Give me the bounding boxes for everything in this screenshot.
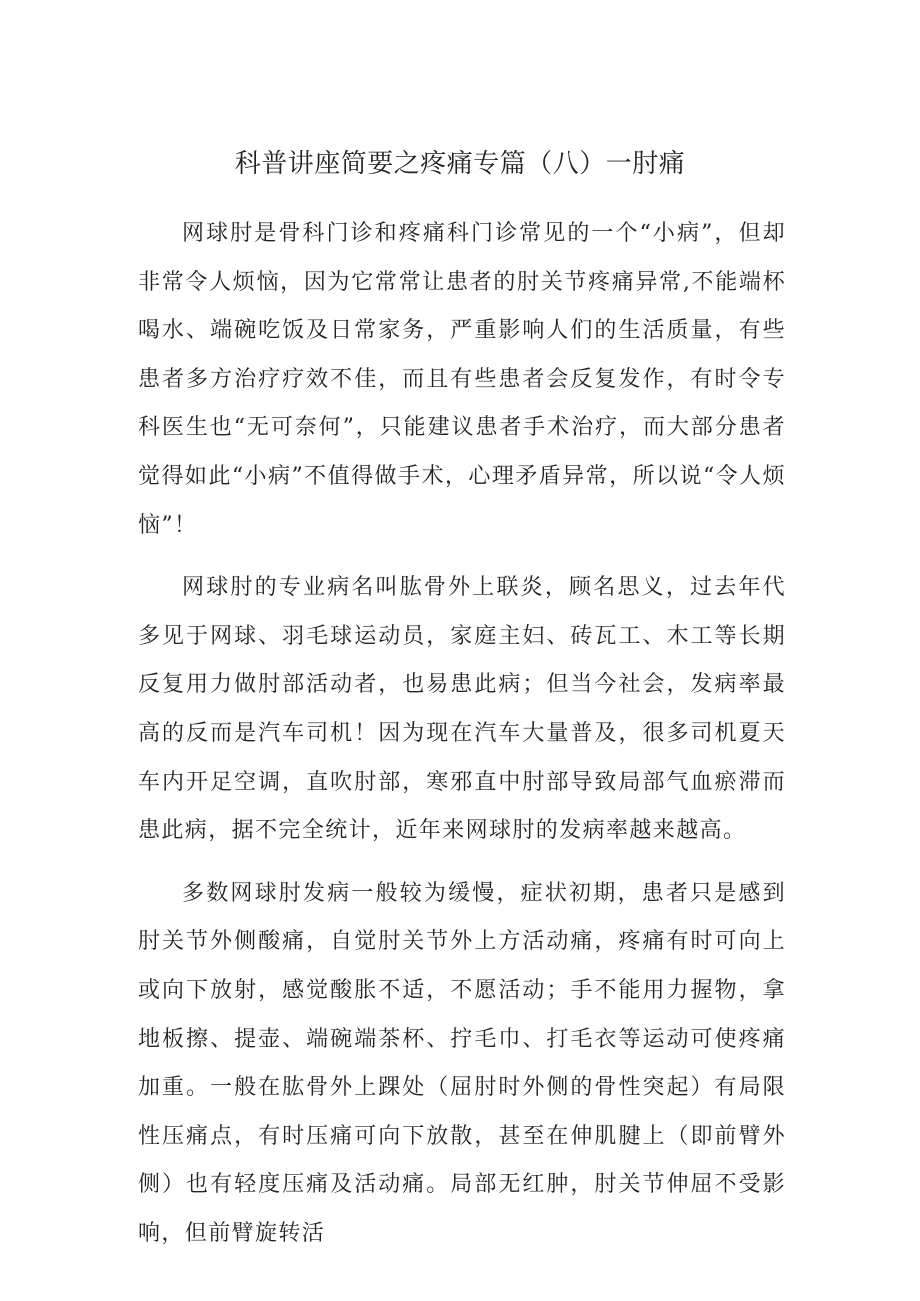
document-title: 科普讲座简要之疼痛专篇（八）一肘痛 xyxy=(234,149,686,179)
document-body xyxy=(138,210,786,1272)
paragraph-3: 多数网球肘发病一般较为缓慢，症状初期，患者只是感到肘关节外侧酸痛，自觉肘关节外上方活动痛，疼痛有时可向上或向下放射，感觉酸胀不适，不愿活动；手不能用力握物，拿地板擦、提壶、端碗端茶杯、拧毛巾、打毛衣等运动可使疼痛加重。一般在肱骨外上踝处（屈肘时外侧的骨性突起）有局限性压痛点，有时压痛可向下放散，甚至在伸肌腱上（即前臂外侧）也有轻度压痛及活动痛。局部无红肿，肘关节伸屈不受影响，但前臂旋转活 xyxy=(138,880,786,1246)
paragraph-1: 网球肘是骨科门诊和疼痛科门诊常见的一个“小病”，但却非常令人烦恼，因为它常常让患者的肘关节疼痛异常,不能端杯喝水、端碗吃饭及日常家务，严重影响人们的生活质量，有些患者多方治疗疗效不佳，而且有些患者会反复发作，有时令专科医生也“无可奈何”，只能建议患者手术治疗，而大部分患者觉得如此“小病”不值得做手术，心理矛盾异常，所以说“令人烦恼”！ xyxy=(138,221,786,538)
paragraph-2: 网球肘的专业病名叫肱骨外上联炎，顾名思义，过去年代多见于网球、羽毛球运动员，家庭主妇、砖瓦工、木工等长期反复用力做肘部活动者，也易患此病；但当今社会，发病率最高的反而是汽车司机！因为现在汽车大量普及，很多司机夏天车内开足空调，直吹肘部，寒邪直中肘部导致局部气血瘀滞而患此病，据不完全统计，近年来网球肘的发病率越来越高。 xyxy=(138,575,786,844)
